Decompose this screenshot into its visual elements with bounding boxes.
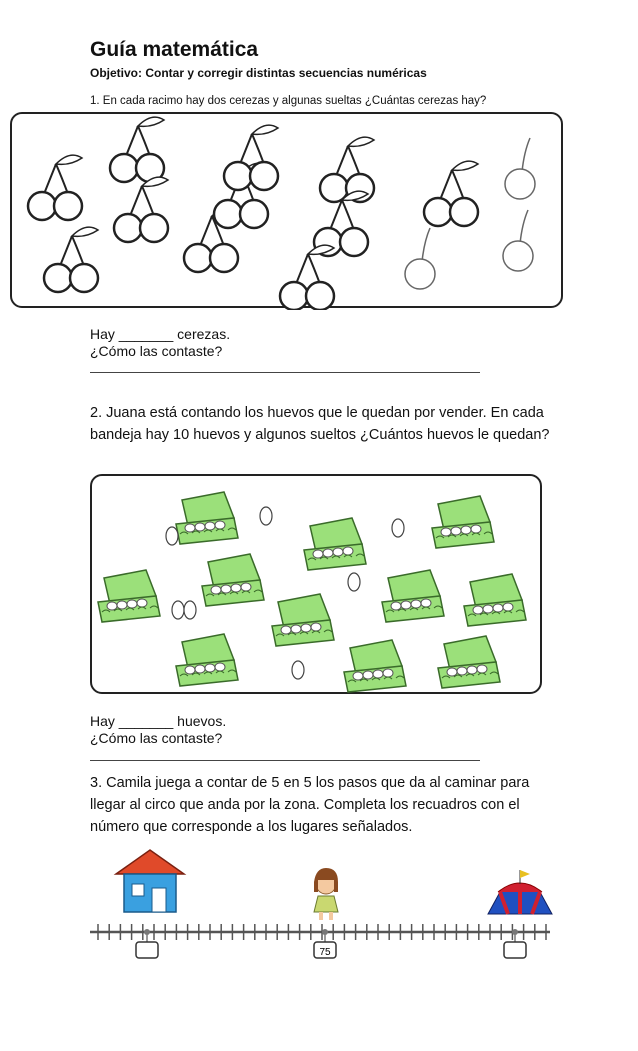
- q2-write-line[interactable]: [90, 760, 480, 761]
- egg-tray: [304, 518, 366, 570]
- eggs-box: [90, 474, 542, 694]
- loose-egg: [392, 519, 404, 537]
- cherries-illustration: [12, 114, 565, 310]
- egg-tray: [464, 574, 526, 626]
- house-icon: [116, 850, 184, 912]
- cherry-pair: [110, 117, 164, 182]
- loose-egg: [260, 507, 272, 525]
- egg-tray: [382, 570, 444, 622]
- girl-icon: [314, 868, 338, 920]
- question-1: 1. En cada racimo hay dos cerezas y algunas sueltas ¿Cuántas cerezas hay?: [90, 95, 487, 107]
- loose-cherry: [503, 210, 533, 271]
- question-3: 3. Camila juega a contar de 5 en 5 los pasos que da al caminar para llegar al circo que anda por la zona. Completa los recuadros con el número que corresponde a los lugares señalados.: [90, 775, 530, 835]
- q1-answer-line[interactable]: Hay _______ cerezas.: [90, 326, 231, 342]
- egg-tray: [438, 636, 500, 688]
- cherry-pair: [114, 177, 168, 242]
- egg-tray: [272, 594, 334, 646]
- loose-cherry: [405, 228, 435, 289]
- marked-value: 75: [319, 947, 331, 958]
- loose-egg: [172, 601, 184, 619]
- loose-cherry: [505, 138, 535, 199]
- marked-point: [322, 929, 328, 935]
- egg-tray: [202, 554, 264, 606]
- egg-tray: [176, 634, 238, 686]
- objective: Objetivo: Contar y corregir distintas secuencias numéricas: [90, 66, 427, 80]
- loose-egg: [184, 601, 196, 619]
- cherry-pair: [424, 161, 478, 226]
- circus-tent-icon: [488, 870, 552, 914]
- cherry-pair: [44, 227, 98, 292]
- eggs-illustration: [92, 476, 544, 696]
- marked-point: [144, 929, 150, 935]
- loose-egg: [292, 661, 304, 679]
- egg-tray: [98, 570, 160, 622]
- q1-write-line[interactable]: [90, 372, 480, 373]
- number-line: [90, 924, 550, 942]
- question-2: 2. Juana está contando los huevos que le quedan por vender. En cada bandeja hay 10 huevos y algunos sueltos ¿Cuántos huevos le quedan?: [90, 405, 550, 443]
- loose-egg: [348, 573, 360, 591]
- cherry-pair: [224, 125, 278, 190]
- q2-how-label: ¿Cómo las contaste?: [90, 730, 223, 746]
- cherries-box: [10, 112, 563, 308]
- answer-box-right[interactable]: [504, 942, 526, 958]
- answer-box-left[interactable]: [136, 942, 158, 958]
- marked-point: [512, 929, 518, 935]
- q2-answer-line[interactable]: Hay _______ huevos.: [90, 713, 227, 729]
- egg-tray: [344, 640, 406, 692]
- egg-tray: [176, 492, 238, 544]
- q1-how-label: ¿Cómo las contaste?: [90, 343, 223, 359]
- cherry-pair: [28, 155, 82, 220]
- number-line-illustration: [80, 840, 560, 970]
- loose-egg: [166, 527, 178, 545]
- egg-tray: [432, 496, 494, 548]
- page-title: Guía matemática: [90, 38, 259, 61]
